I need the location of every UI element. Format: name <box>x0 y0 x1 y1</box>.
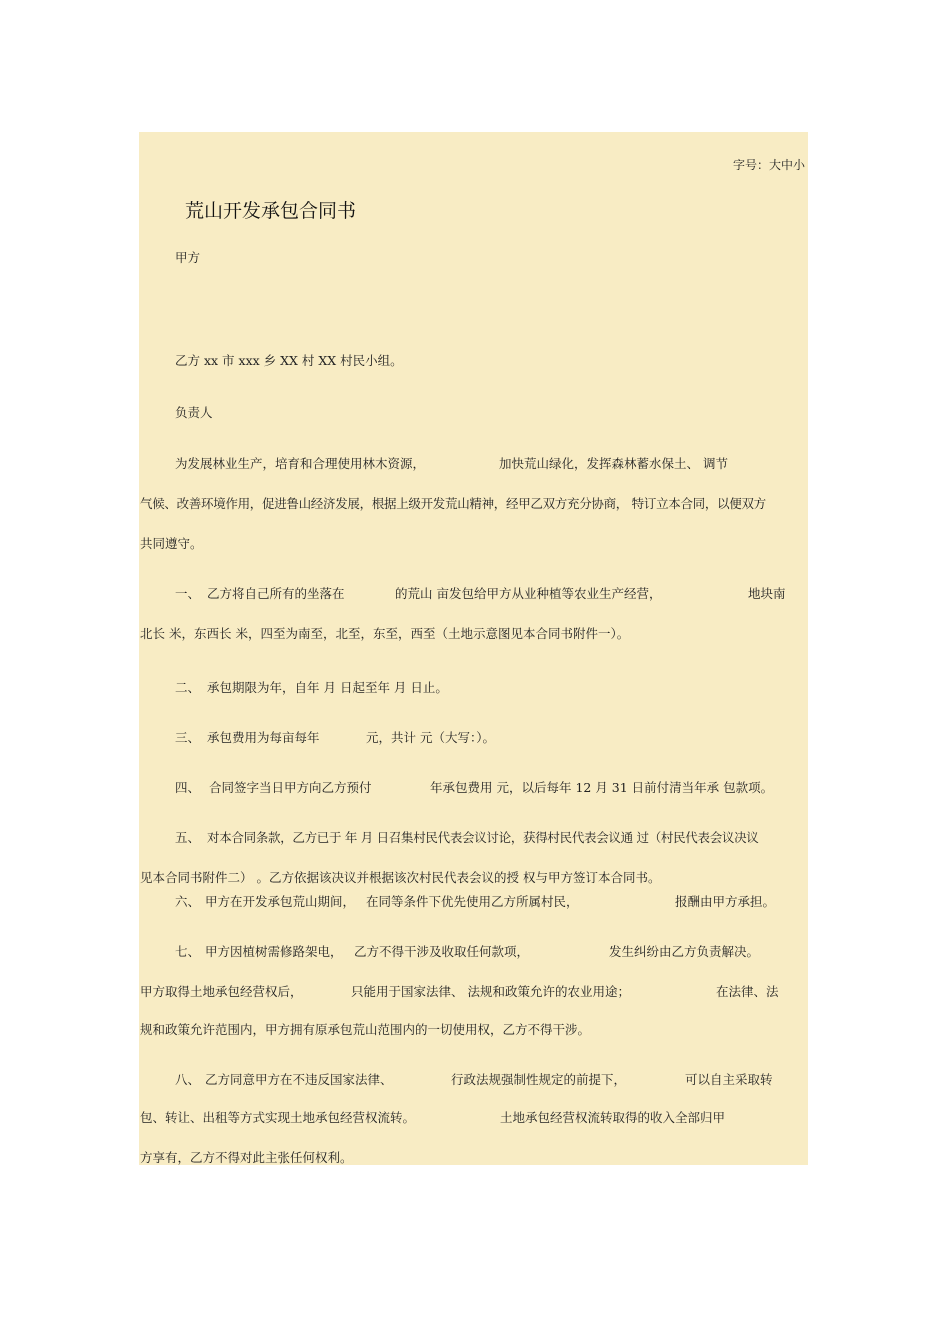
article-5-number: 五、 <box>175 830 201 845</box>
article-7-line-2c: 在法律、法 <box>716 984 779 999</box>
article-7-text-a: 甲方因植树需修路架电， <box>205 944 343 959</box>
article-5-text: 对本合同条款，乙方已于 年 月 日召集村民代表会议讨论，获得村民代表会议通 过（村民代表会议决议 <box>207 830 759 845</box>
party-a-label: 甲方 <box>175 250 201 265</box>
person-in-charge-label: 负责人 <box>175 405 213 420</box>
article-8-text-b: 行政法规强制性规定的前提下， <box>451 1072 627 1087</box>
document-title: 荒山开发承包合同书 <box>185 200 357 222</box>
preamble-line-1b: 加快荒山绿化，发挥森林蓄水保土、 调节 <box>499 456 728 471</box>
document-page <box>139 132 808 1165</box>
preamble-line-2: 气候、改善环境作用，促进鲁山经济发展，根据上级开发荒山精神，经甲乙双方充分协商， 特订立本合同，以便双方 <box>140 496 766 511</box>
article-8-text-c: 可以自主采取转 <box>685 1072 773 1087</box>
article-6-text-a: 甲方在开发承包荒山期间， <box>205 894 356 909</box>
article-6-number: 六、 <box>175 894 201 909</box>
article-3-number: 三、 <box>175 730 201 745</box>
article-1-text-c: 地块南 <box>748 586 786 601</box>
article-4-text-b: 年承包费用 元，以后每年 12 月 31 日前付清当年承 包款项。 <box>430 780 774 795</box>
article-3-text-b: 元，共计 元（大写：）。 <box>366 730 495 745</box>
article-5-line-2: 见本合同书附件二） 。乙方依据该决议并根据该次村民代表会议的授 权与甲方签订本合同书。 <box>140 870 661 885</box>
article-2-text: 承包期限为年，自年 月 日起至年 月 日止。 <box>207 680 448 695</box>
article-3-text-a: 承包费用为每亩每年 <box>207 730 320 745</box>
party-b-line: 乙方 xx 市 xxx 乡 XX 村 XX 村民小组。 <box>175 353 403 368</box>
article-8-line-2b: 土地承包经营权流转取得的收入全部归甲 <box>500 1110 726 1125</box>
article-1-line-2: 北长 米，东西长 米，四至为南至，北至，东至，西至（土地示意图见本合同书附件一）。 <box>140 626 630 641</box>
article-8-line-2a: 包、转让、出租等方式实现土地承包经营权流转。 <box>140 1110 416 1125</box>
preamble-line-1a: 为发展林业生产，培育和合理使用林木资源， <box>175 456 426 471</box>
article-4-number: 四、 <box>175 780 201 795</box>
article-1-text-b: 的荒山 亩发包给甲方从业种植等农业生产经营， <box>395 586 662 601</box>
article-8-number: 八、 <box>175 1072 201 1087</box>
article-7-number: 七、 <box>175 944 201 959</box>
preamble-line-3: 共同遵守。 <box>140 536 203 551</box>
article-7-text-b: 乙方不得干涉及收取任何款项， <box>354 944 530 959</box>
article-8-line-3: 方享有，乙方不得对此主张任何权利。 <box>140 1150 353 1165</box>
article-1-number: 一、 <box>175 586 201 601</box>
article-6-text-b: 在同等条件下优先使用乙方所属村民， <box>366 894 579 909</box>
article-7-line-2a: 甲方取得土地承包经营权后， <box>140 984 303 999</box>
article-7-line-2b: 只能用于国家法律、 法规和政策允许的农业用途； <box>351 984 630 999</box>
article-1-text-a: 乙方将自己所有的坐落在 <box>207 586 345 601</box>
article-7-line-3: 规和政策允许范围内，甲方拥有原承包荒山范围内的一切使用权，乙方不得干涉。 <box>140 1022 591 1037</box>
article-4-text-a: 合同签字当日甲方向乙方预付 <box>209 780 372 795</box>
article-6-text-c: 报酬由甲方承担。 <box>675 894 776 909</box>
article-2-number: 二、 <box>175 680 201 695</box>
article-8-text-a: 乙方同意甲方在不违反国家法律、 <box>205 1072 393 1087</box>
font-size-selector[interactable]: 字号：大中小 <box>732 158 805 172</box>
article-7-text-c: 发生纠纷由乙方负责解决。 <box>609 944 760 959</box>
